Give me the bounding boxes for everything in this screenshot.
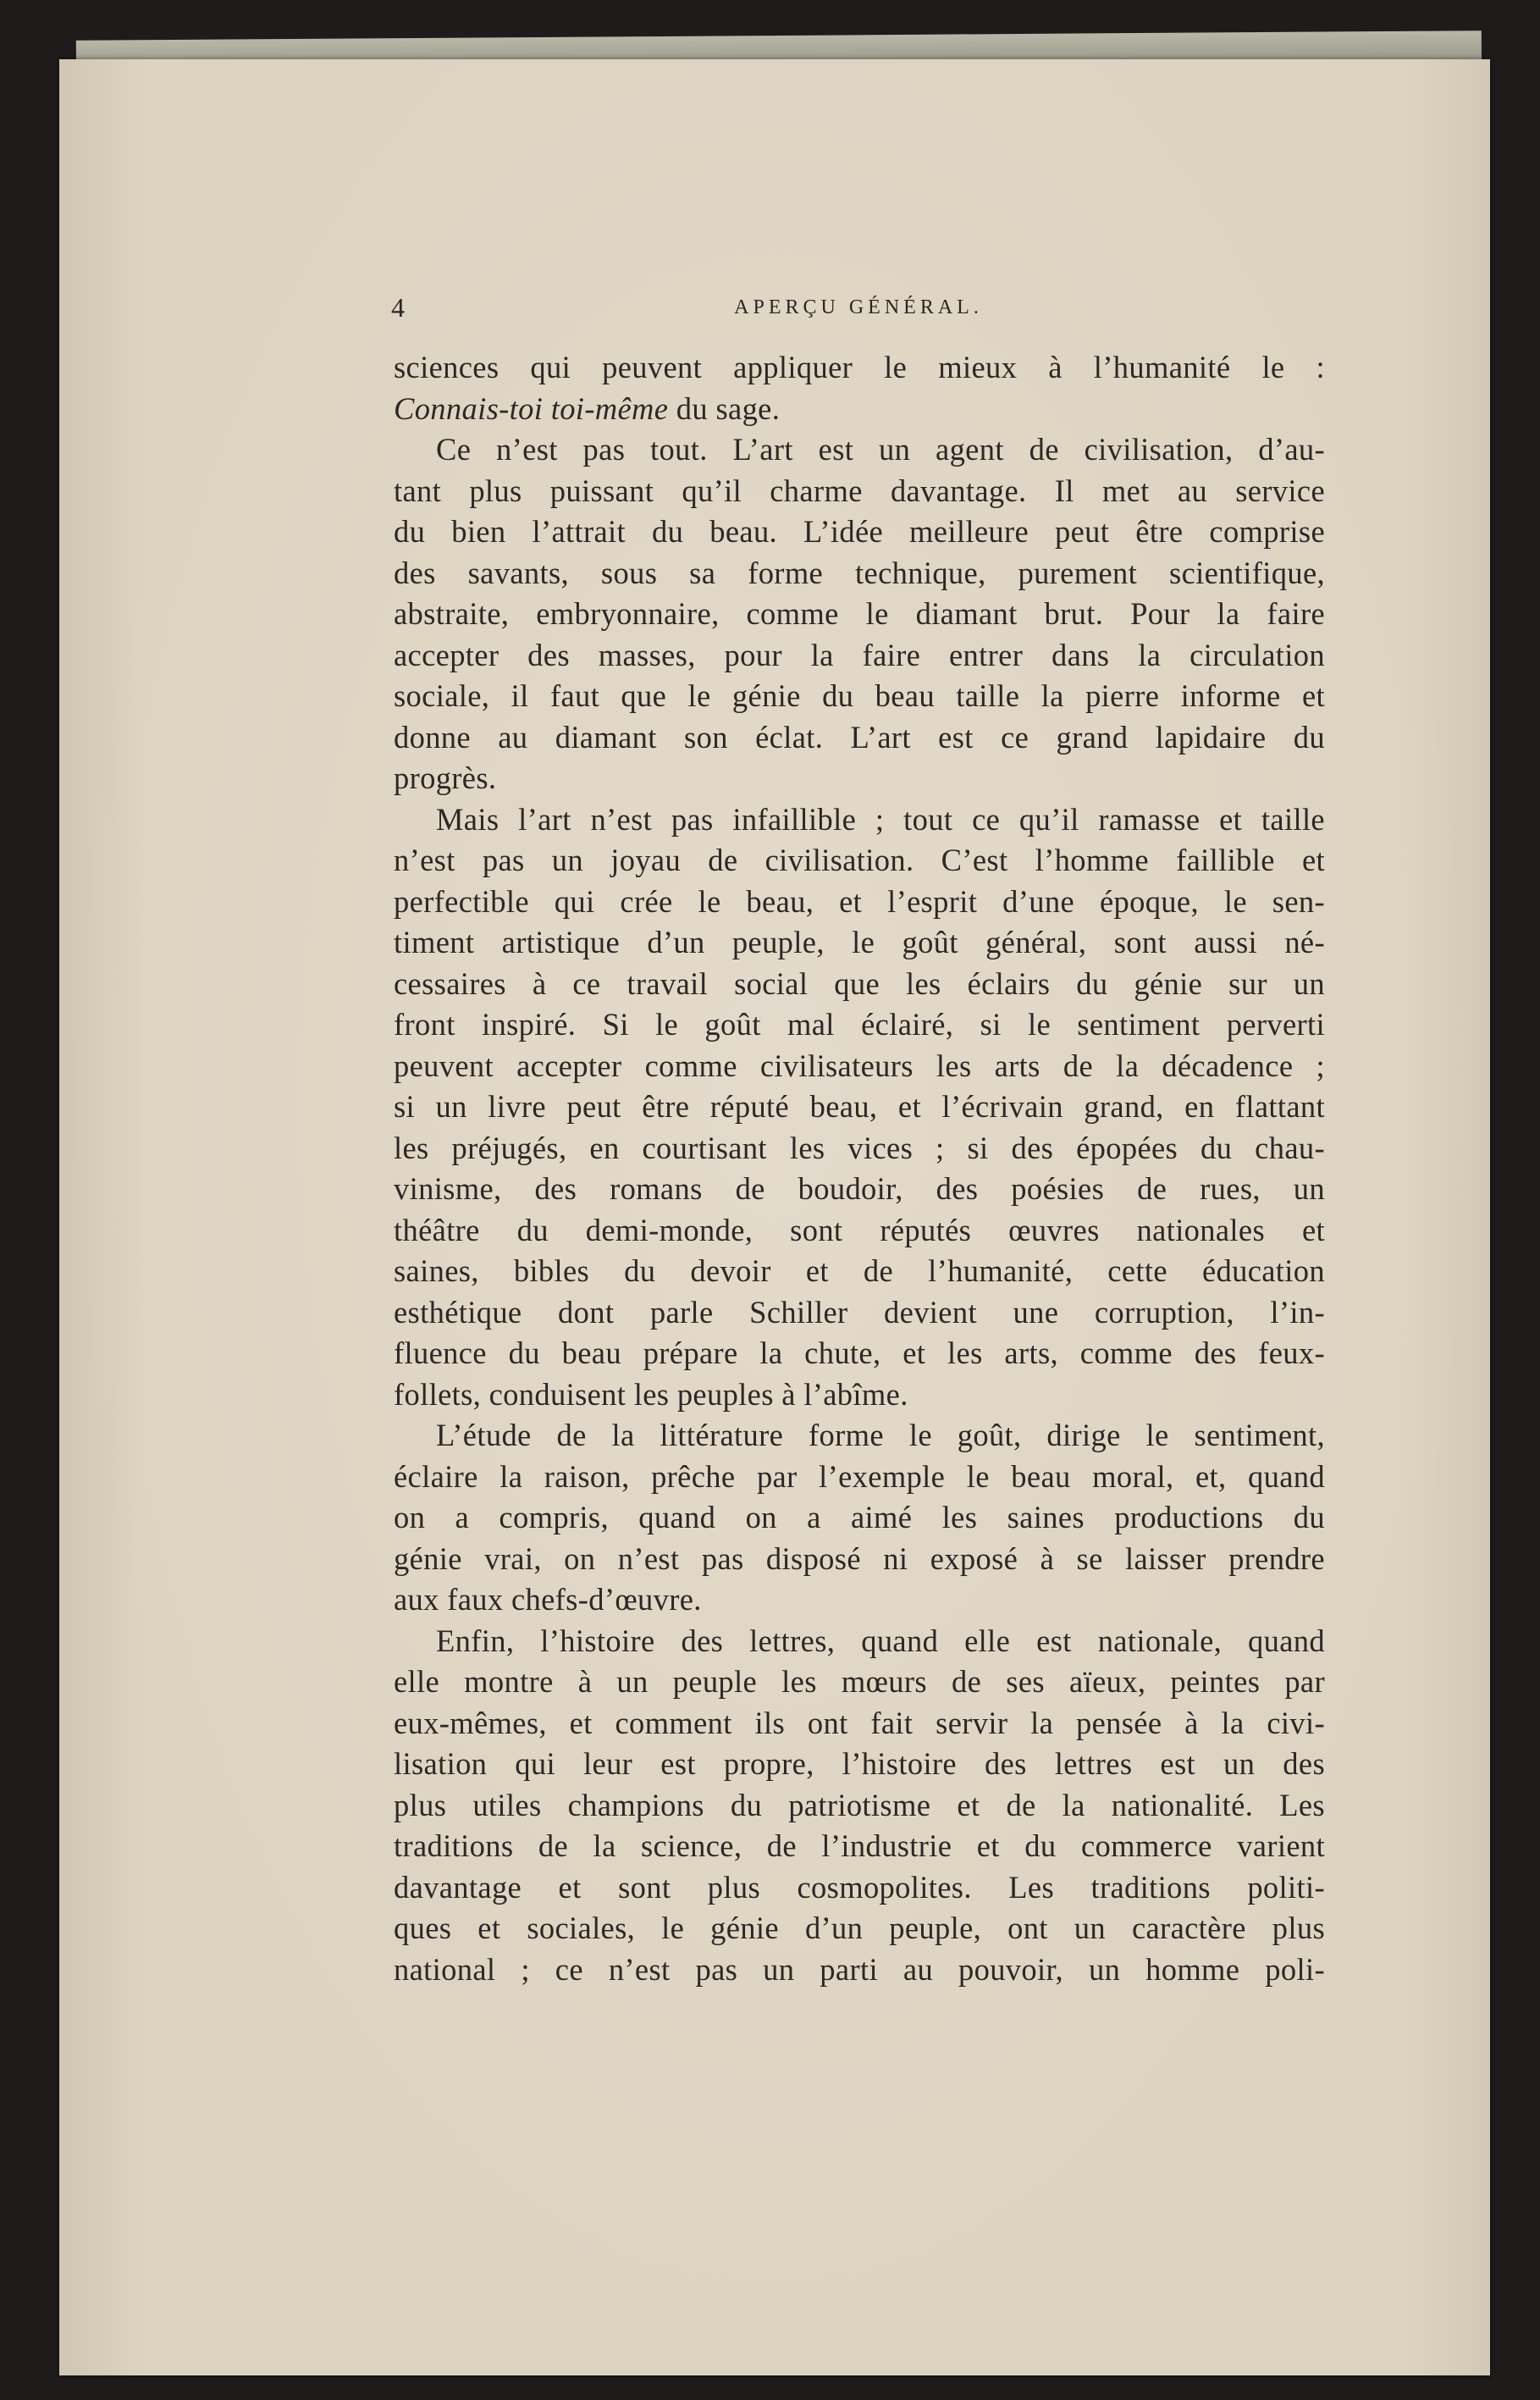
text-line: L’étude de la littérature forme le goût, dirige le sentiment,	[436, 1418, 1325, 1452]
text-line: Mais l’art n’est pas infaillible ; tout ce qu’il ramasse et taille	[436, 801, 1325, 837]
text-line: donne au diamant son éclat. L’art est ce grand lapidaire du	[394, 719, 1325, 755]
text-line	[394, 389, 1325, 430]
running-head	[391, 290, 1326, 324]
text-line: follets, conduisent les peuples à l’abîme.	[394, 1376, 908, 1412]
text-line: fluence du beau prépare la chute, et les arts, comme des feux-	[394, 1335, 1325, 1370]
text-line: abstraite, embryonnaire, comme le diamant brut. Pour la faire	[394, 596, 1325, 631]
running-title: APERÇU GÉNÉRAL.	[734, 296, 983, 318]
text-line: timent artistique d’un peuple, le goût général, sont aussi né-	[394, 925, 1325, 959]
text-line: des savants, sous sa forme technique, purement scientifique,	[394, 555, 1325, 590]
text-line: traditions de la science, de l’industrie et du commerce varient	[394, 1828, 1325, 1863]
text-line: aux faux chefs-d’œuvre.	[394, 1582, 702, 1617]
text-line: plus utiles champions du patriotisme et de la nationalité. Les	[394, 1787, 1325, 1822]
text-line: sciences qui peuvent appliquer le mieux à l’humanité le :	[394, 350, 1325, 384]
text-line: ques et sociales, le génie d’un peuple, ont un caractère plus	[394, 1911, 1325, 1945]
text-line: eux-mêmes, et comment ils ont fait servir la pensée à la civi-	[394, 1705, 1325, 1740]
text-line: on a compris, quand on a aimé les saines productions du	[394, 1500, 1325, 1535]
text-line: Ce n’est pas tout. L’art est un agent de civilisation, d’au-	[436, 432, 1325, 467]
text-line: esthétique dont parle Schiller devient une corruption, l’in-	[394, 1294, 1325, 1330]
text-line: progrès.	[394, 760, 497, 795]
text-line: front inspiré. Si le goût mal éclairé, si le sentiment perverti	[394, 1007, 1325, 1042]
text-line: théâtre du demi-monde, sont réputés œuvres nationales et	[394, 1212, 1325, 1247]
text-line: elle montre à un peuple les mœurs de ses aïeux, peintes par	[394, 1664, 1325, 1699]
text-line: perfectible qui crée le beau, et l’esprit d’une époque, le sen-	[394, 883, 1325, 919]
text-line: Enfin, l’histoire des lettres, quand elle est nationale, quand	[436, 1623, 1325, 1658]
text-line: si un livre peut être réputé beau, et l’écrivain grand, en flattant	[394, 1089, 1325, 1124]
text-line: tant plus puissant qu’il charme davantage. Il met au service	[394, 473, 1325, 508]
text-line: accepter des masses, pour la faire entrer dans la circulation	[394, 637, 1325, 672]
italic-phrase: Connais-toi toi-même	[394, 390, 669, 426]
text-line: les préjugés, en courtisant les vices ; si des épopées du chau-	[394, 1130, 1325, 1165]
line-text: du sage.	[668, 390, 781, 426]
text-line: cessaires à ce travail social que les éclairs du génie sur un	[394, 965, 1325, 1001]
text-line: n’est pas un joyau de civilisation. C’est l’homme faillible et	[394, 843, 1325, 877]
text-line: éclaire la raison, prêche par l’exemple le beau moral, et, quand	[394, 1458, 1325, 1494]
text-line: saines, bibles du devoir et de l’humanité, cette éducation	[394, 1253, 1325, 1288]
text-line: vinisme, des romans de boudoir, des poésies de rues, un	[394, 1171, 1325, 1206]
text-line: davantage et sont plus cosmopolites. Les traditions politi-	[394, 1869, 1325, 1905]
text-line: du bien l’attrait du beau. L’idée meilleure peut être comprise	[394, 514, 1325, 549]
text-line: génie vrai, on n’est pas disposé ni exposé à se laisser prendre	[394, 1540, 1325, 1576]
text-line: peuvent accepter comme civilisateurs les arts de la décadence ;	[394, 1048, 1325, 1083]
text-line: lisation qui leur est propre, l’histoire des lettres est un des	[394, 1746, 1325, 1781]
page-number: 4	[391, 292, 405, 323]
text-line: sociale, il faut que le génie du beau taille la pierre informe et	[394, 678, 1325, 713]
text-body	[394, 347, 1325, 1990]
text-line: national ; ce n’est pas un parti au pouvoir, un homme poli-	[394, 1951, 1325, 1987]
